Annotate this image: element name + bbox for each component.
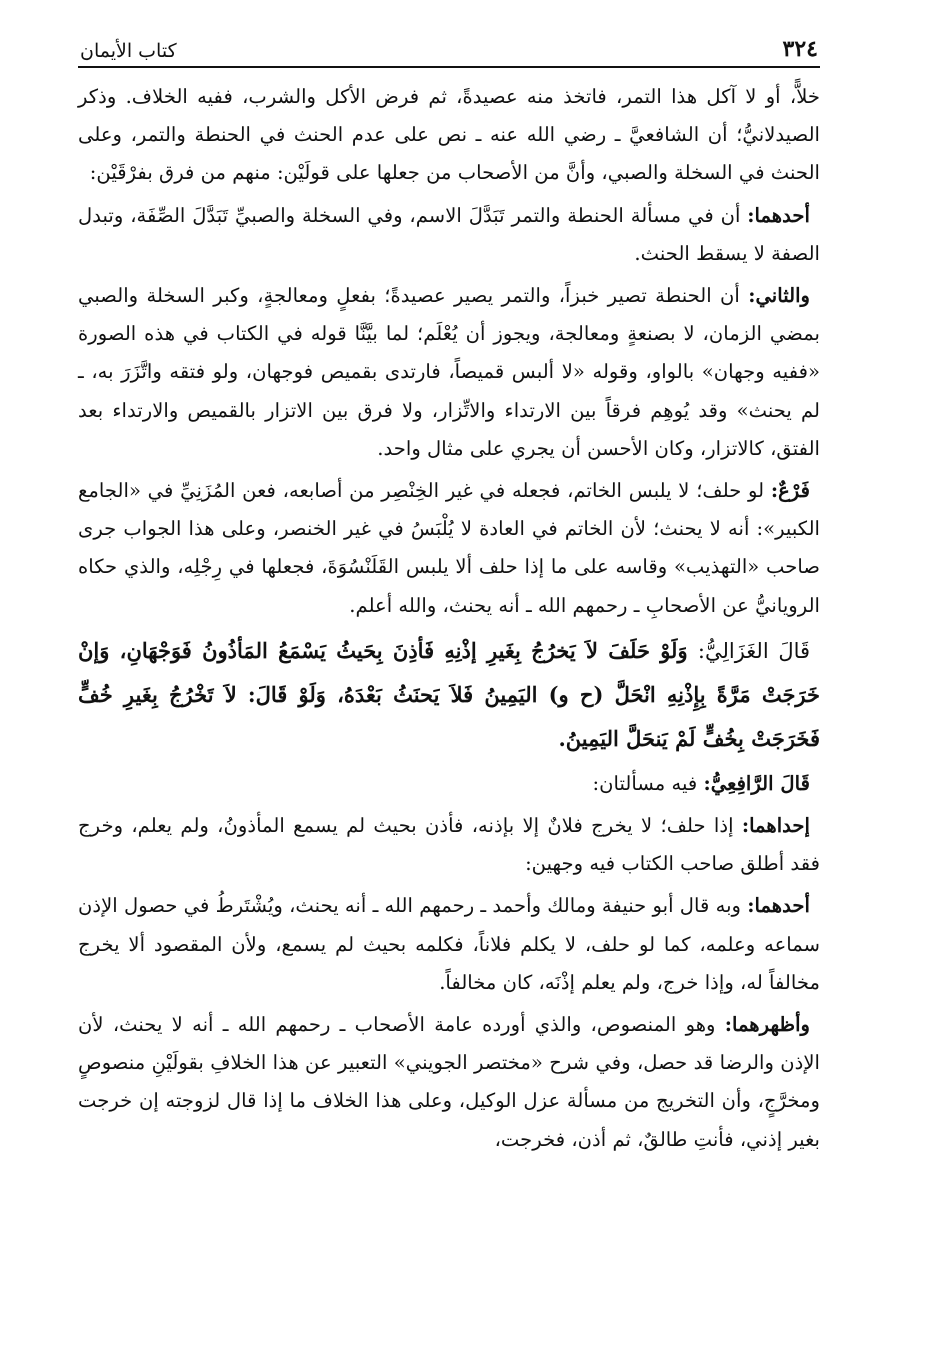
page-body [78, 78, 820, 1159]
paragraph [78, 197, 820, 273]
book-page [78, 28, 820, 1163]
paragraph [78, 887, 820, 1002]
paragraph-label: أحدهما: [747, 894, 810, 918]
paragraph-label: وأظهرهما: [724, 1013, 810, 1037]
paragraph [78, 765, 820, 803]
paragraph [78, 277, 820, 468]
page-header [78, 28, 820, 68]
paragraph [78, 807, 820, 883]
quote-text: وَلَوْ حَلَفَ لاَ يَخرُجُ بِغَيرِ إذْنِهِ فَأذِنَ بِحَيثُ يَسْمَعُ المَأذُونُ فَوَجْهَانِ، وَإنْ خَرَجَتْ مَرَّةً بِإِذْنِهِ انْحَلَّ (ح و) اليَمِينُ فَلاَ يَحنَثُ بَعْدَهُ، وَلَوْ قَالَ: لاَ تَخْرُجُ بِغَيرِ خُفٍّ فَخَرَجَتْ بِخُفٍّ لَمْ يَنحَلَّ اليَمِينُ. [78, 637, 820, 751]
book-title: كتاب الأيمان [80, 40, 177, 62]
page-number: ٣٢٤ [782, 36, 818, 62]
paragraph-label: قَالَ الرَّافِعِيُّ: [703, 771, 810, 795]
paragraph-text: خلاًّ، أو لا آكل هذا التمر، فاتخذ منه عصيدةً، ثم فرض الأكل والشرب، ففيه الخلاف. وذكر الصيدلانيُّ؛ أن الشافعيَّ ـ رضي الله عنه ـ نص على عدم الحنث في الحنطة والتمر، وعلى الحنث في السخلة والصبي، وأنَّ من الأصحاب من جعلها على قولَيْن: منهم من فرق بفرْقَيْن: [78, 85, 820, 185]
paragraph-text: وهو المنصوص، والذي أورده عامة الأصحاب ـ رحمهم الله ـ أنه لا يحنث، لأن الإذن والرضا قد حصل، وفي شرح «مختصر الجويني» التعبير عن هذا الخلافِ بقولَيْنِ منصوصٍ ومخرَّجٍ، وأن التخريج من مسألة عزل الوكيل، وعلى هذا الخلاف ما إذا قال لزوجته إن خرجت بغير إذني، فأنتِ طالقٌ، ثم أذن، فخرجت، [78, 1013, 820, 1151]
paragraph-text: فيه مسألتان: [592, 771, 698, 795]
paragraph-label: فَرْعٌ: [770, 479, 810, 503]
paragraph-text: أن في مسألة الحنطة والتمر تَبَدَّلَ الاسم، وفي السخلة والصبيِّ تَبَدَّلَ الصِّفَة، وتبدل الصفة لا يسقط الحنث. [78, 203, 820, 265]
paragraph [78, 472, 820, 625]
paragraph [78, 78, 820, 193]
paragraph-text: إذا حلف؛ لا يخرج فلانٌ إلا بإذنه، فأذن بحيث لم يسمع المأذونُ، ولم يعلم، وخرج فقد أطلق صاحب الكتاب فيه وجهين: [78, 814, 820, 876]
quoted-passage [78, 629, 820, 761]
paragraph-text: أن الحنطة تصير خبزاً، والتمر يصير عصيدةً؛ بفعلٍ ومعالجةٍ، وكبر السخلة والصبي بمضي الزمان، لا بصنعةٍ ومعالجة، ويجوز أن يُعْلَم؛ لما بيَّنَّا قوله في الكتاب في هذه الصورة «ففيه وجهان» بالواو، وقوله «لا ألبس قميصاً، فارتدى بقميص فوجهان، ولو فتقه واتَّزَرَ به، ـ لم يحنث» وقد يُوهِم فرقاً بين الارتداء والاتِّزار، ولا فرق بين الاتزار بالقميص والارتداء بعد الفتق، كالاتزار، وكان الأحسن أن يجري على مثال واحد. [78, 284, 820, 460]
quote-lead: قَالَ الغَزَالِيُّ: [697, 638, 811, 663]
paragraph-text: وبه قال أبو حنيفة ومالك وأحمد ـ رحمهم الله ـ أنه يحنث، ويُشْتَرطُ في حصول الإذن سماعه وعلمه، كما لو حلف، لا يكلم فلاناً، فكلمه بحيث لم يسمع، ولأن المقصود ألا يخرج مخالفاً له، وإذا خرج، ولم يعلم إذْنَه، كان مخالفاً. [78, 894, 820, 994]
paragraph-label: إحداهما: [741, 814, 810, 838]
paragraph [78, 1006, 820, 1159]
paragraph-text: لو حلف؛ لا يلبس الخاتم، فجعله في غير الخِنْصِر من أصابعه، فعن المُزَنِيِّ في «الجامع الكبير»: أنه لا يحنث؛ لأن الخاتم في العادة لا يُلْبَسُ في غير الخنصر، وعلى هذا الجواب جرى صاحب «التهذيب» وقاسه على ما إذا حلف ألا يلبس القَلَنْسُوَةَ، فجعلها في رِجْلِه، والذي حكاه الرويانيُّ عن الأصحابِ ـ رحمهم الله ـ أنه يحنث، والله أعلم. [78, 479, 820, 617]
paragraph-label: والثاني: [748, 284, 811, 308]
paragraph-label: أحدهما: [747, 203, 810, 227]
